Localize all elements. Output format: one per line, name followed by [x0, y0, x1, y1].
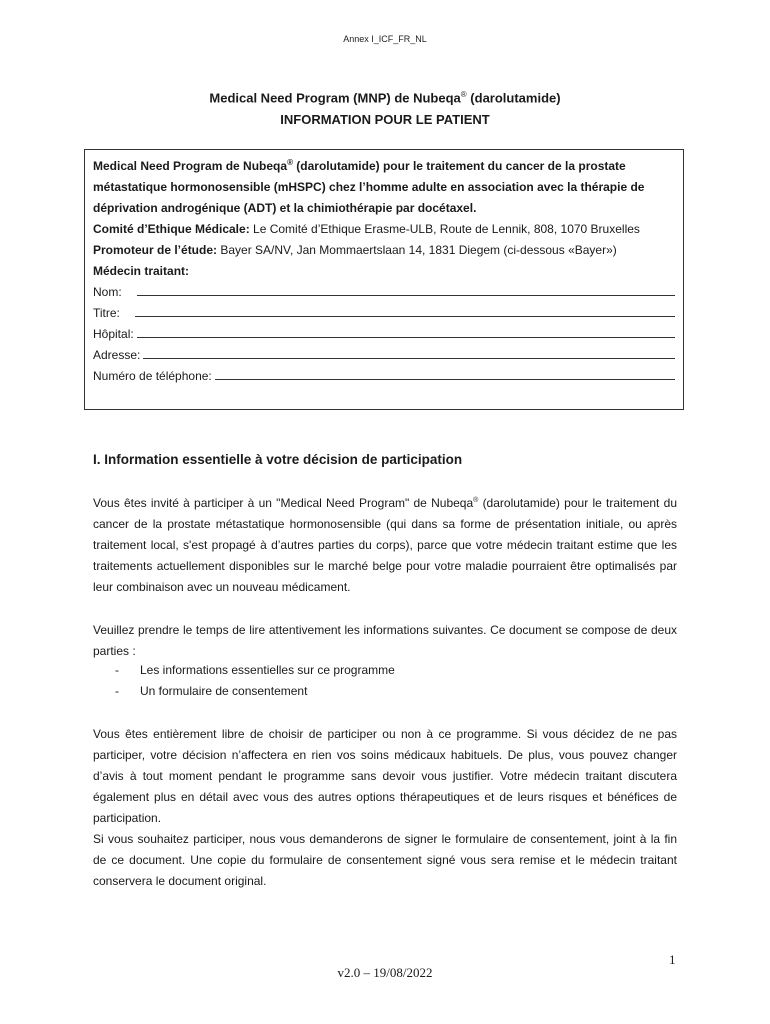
program-indication: (darolutamide) pour le traitement du cancer de la prostate métastatique hormonosensible (mHSPC) chez l’homme adulte en association avec la thérapie de déprivation androgénique (ADT) et la chimiothérapie par docétaxel. — [93, 159, 645, 215]
document-parts-list — [115, 660, 395, 702]
telephone-field — [93, 366, 675, 387]
program-registered-mark: ® — [287, 158, 293, 167]
list-item: - Un formulaire de consentement — [115, 684, 308, 698]
adresse-field — [93, 345, 675, 366]
read-carefully-paragraph: Veuillez prendre le temps de lire attentivement les informations suivantes. Ce document se compose de deux parties : — [93, 623, 677, 658]
list-item: - Les informations essentielles sur ce programme — [115, 663, 395, 677]
freedom-paragraph: Vous êtes entièrement libre de choisir de participer ou non à ce programme. Si vous décidez de ne pas participer, votre décision n’affectera en rien vos soins médicaux habituels. De plus, vous pouvez changer d’avis à tout moment pendant le programme sans devoir vous justifier. Votre médecin traitant discutera également plus en détail avec vous des autres options thérapeutiques et de leurs risques et bénéfices de participation. — [93, 727, 677, 825]
ethics-committee — [93, 219, 675, 240]
telephone-blank-line[interactable] — [215, 366, 675, 380]
document-subtitle: INFORMATION POUR LE PATIENT — [280, 112, 490, 127]
intro-registered-mark: ® — [473, 497, 479, 504]
adresse-label: Adresse: — [93, 348, 141, 362]
document-title — [0, 90, 770, 105]
ethics-label: Comité d’Ethique Médicale: — [93, 222, 250, 236]
titre-field — [93, 303, 675, 324]
consent-paragraph: Si vous souhaitez participer, nous vous demanderons de signer le formulaire de consentement, joint à la fin de ce document. Une copie du formulaire de consentement signé vous sera remise et le médecin traitant conservera le document original. — [93, 832, 677, 888]
page-number: 1 — [669, 952, 676, 967]
nom-blank-line[interactable] — [137, 282, 675, 296]
title-end-text: (darolutamide) — [466, 90, 561, 106]
ethics-value: Le Comité d’Ethique Erasme-ULB, Route de Lennik, 808, 1070 Bruxelles — [249, 222, 640, 236]
program-info-box — [84, 149, 684, 410]
titre-label: Titre: — [93, 306, 120, 320]
program-name: Medical Need Program de Nubeqa — [93, 159, 288, 173]
physician-heading: Médecin traitant: — [93, 264, 190, 278]
version-footer: v2.0 – 19/08/2022 — [337, 965, 433, 980]
hopital-field — [93, 324, 675, 345]
intro-paragraph: Vous êtes invité à participer à un "Medical Need Program" de Nubeqa® (darolutamide) pour le traitement du cancer de la prostate métastatique hormonosensible (qui dans sa forme de présentation initiale, ou après traitement local, s'est propagé à d’autres parties du corps), parce que votre médecin traitant estime que les traitements actuellement disponibles sur le marché belge pour votre maladie pourraient être optimalisés par leur combinaison avec un nouveau médicament. — [93, 496, 677, 594]
section-heading: I. Information essentielle à votre décision de participation — [93, 452, 463, 467]
sponsor — [93, 240, 675, 261]
titre-blank-line[interactable] — [135, 303, 675, 317]
annex-reference: Annex I_ICF_FR_NL — [343, 34, 427, 44]
hopital-label: Hôpital: — [93, 327, 134, 341]
telephone-label: Numéro de téléphone: — [93, 369, 212, 383]
program-description — [93, 156, 675, 219]
registered-mark: ® — [460, 90, 467, 99]
sponsor-value: Bayer SA/NV, Jan Mommaertslaan 14, 1831 Diegem (ci-dessous «Bayer») — [217, 243, 617, 257]
adresse-blank-line[interactable] — [143, 345, 675, 359]
title-main-text: Medical Need Program (MNP) de Nubeqa — [209, 90, 461, 106]
sponsor-label: Promoteur de l’étude: — [93, 243, 218, 257]
nom-field — [93, 282, 675, 303]
nom-label: Nom: — [93, 285, 122, 299]
hopital-blank-line[interactable] — [137, 324, 675, 338]
